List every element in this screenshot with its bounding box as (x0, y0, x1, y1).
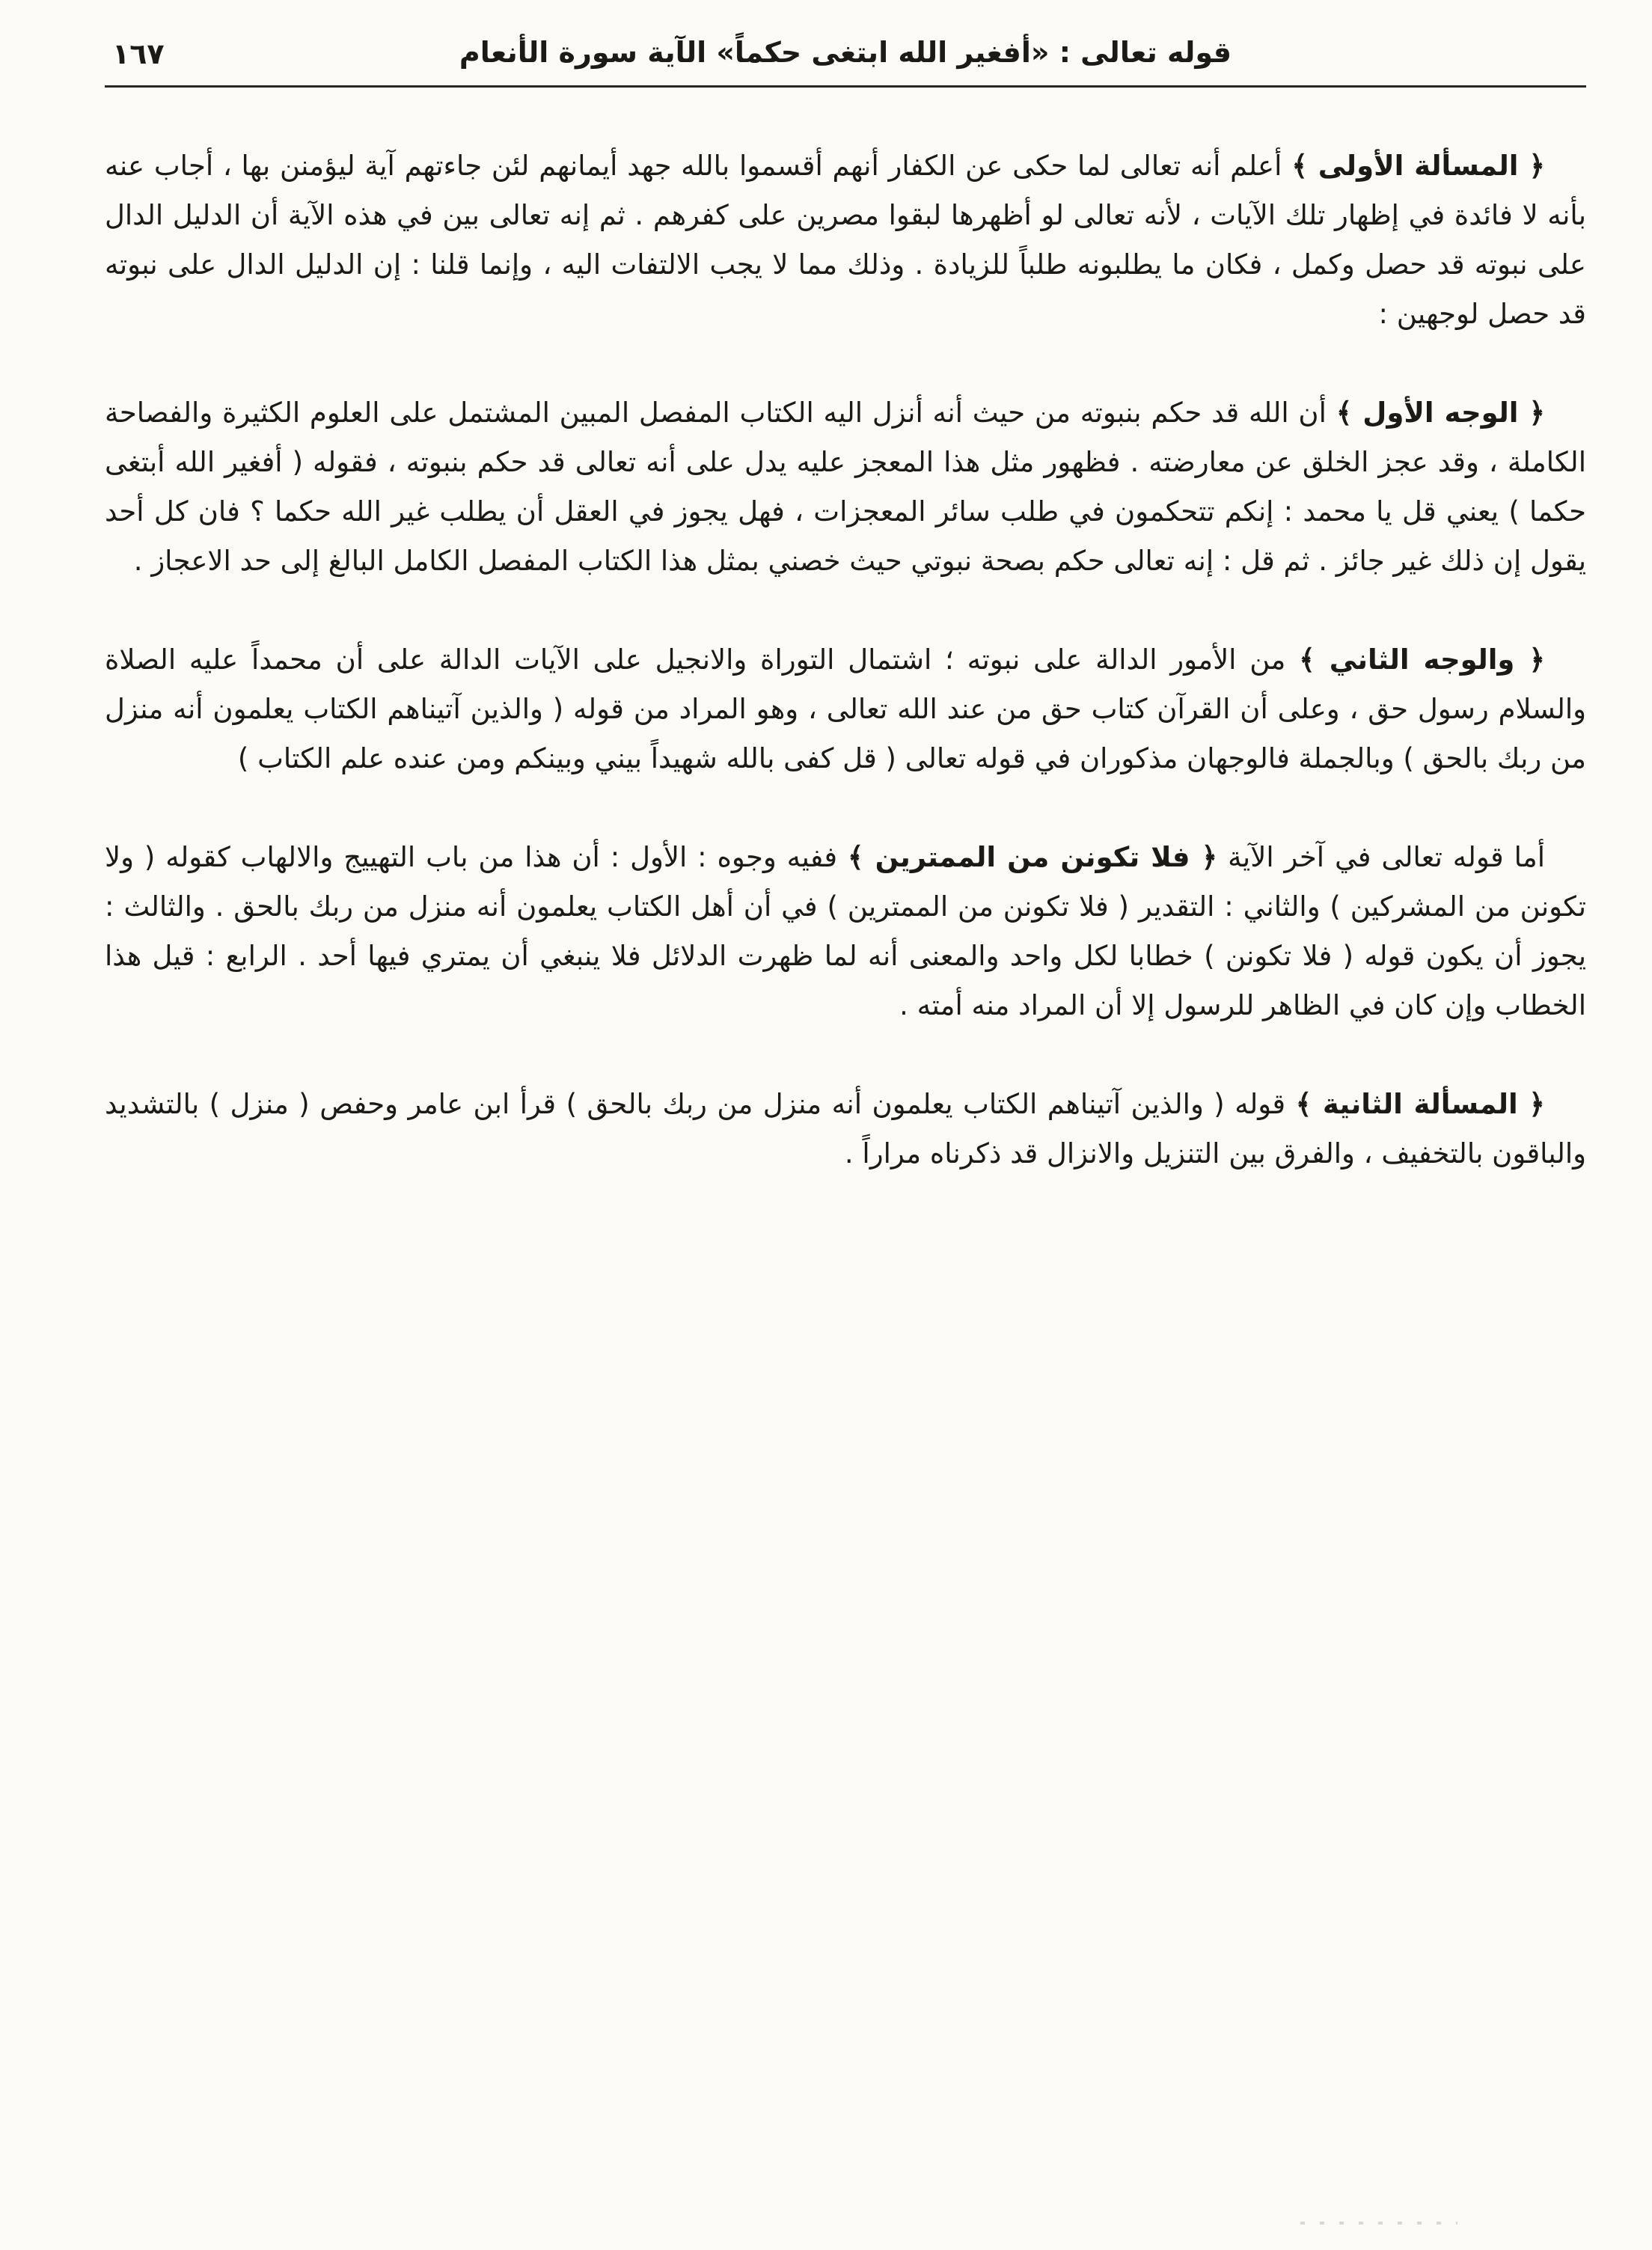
page-body (105, 141, 1586, 1179)
paragraph-text: أعلم أنه تعالى لما حكى عن الكفار أنهم أقسموا بالله جهد أيمانهم لئن جاءتهم آية ليؤمنن بها ، أجاب عنه بأنه لا فائدة في إظهار تلك الآيات ، لأنه تعالى لو أظهرها لبقوا مصرين على كفرهم . ثم إنه تعالى بين في هذه الآية أن الدليل الدال على نبوته قد حصل وكمل ، فكان ما يطلبونه طلباً للزيادة . وذلك مما لا يجب الالتفات اليه ، وإنما قلنا : إن الدليل الدال على نبوته قد حصل لوجهين : (105, 150, 1586, 330)
paragraph-text: من الأمور الدالة على نبوته ؛ اشتمال التوراة والانجيل على الآيات الدالة على أن محمداً عليه الصلاة والسلام رسول حق ، وعلى أن القرآن كتاب حق من عند الله تعالى ، وهو المراد من قوله ( والذين آتيناهم الكتاب يعلمون أنه منزل من ربك بالحق ) وبالجملة فالوجهان مذكوران في قوله تعالى ( قل كفى بالله شهيداً بيني وبينكم ومن عنده علم الكتاب ) (105, 643, 1586, 774)
scan-artifact (1300, 2222, 1457, 2225)
section-heading: ﴿ المسألة الأولى ﴾ (1291, 150, 1545, 182)
section-heading: ﴿ المسألة الثانية ﴾ (1295, 1088, 1545, 1120)
inline-quote-heading: ﴿ فلا تكونن من الممترين ﴾ (847, 841, 1218, 873)
paragraph-wajh-1 (105, 388, 1586, 586)
running-head-title: قوله تعالى : «أفغير الله ابتغى حكماً» الآية سورة الأنعام (459, 36, 1232, 69)
page-number: ١٦٧ (112, 37, 165, 70)
section-heading: ﴿ والوجه الثاني ﴾ (1299, 643, 1546, 676)
paragraph-ayah-ending (105, 833, 1586, 1030)
section-heading: ﴿ الوجه الأول ﴾ (1336, 397, 1546, 429)
paragraph-wajh-2 (105, 635, 1586, 783)
paragraph-masala-1 (105, 141, 1586, 339)
paragraph-text: أن الله قد حكم بنبوته من حيث أنه أنزل اليه الكتاب المفصل المبين المشتمل على العلوم الكثيرة والفصاحة الكاملة ، وقد عجز الخلق عن معارضته . فظهور مثل هذا المعجز عليه يدل على أنه تعالى قد حكم بنبوته ، فقوله ( أفغير الله أبتغى حكما ) يعني قل يا محمد : إنكم تتحكمون في طلب سائر المعجزات ، فهل يجوز في العقل أن يطلب غير الله حكما ؟ فان كل أحد يقول إن ذلك غير جائز . ثم قل : إنه تعالى حكم بصحة نبوتي حيث خصني بمثل هذا الكتاب المفصل الكامل البالغ إلى حد الاعجاز . (105, 397, 1586, 577)
paragraph-text: قوله ( والذين آتيناهم الكتاب يعلمون أنه منزل من ربك بالحق ) قرأ ابن عامر وحفص ( منزل ) بالتشديد والباقون بالتخفيف ، والفرق بين التنزيل والانزال قد ذكرناه مراراً . (105, 1088, 1586, 1170)
page-header (105, 36, 1586, 88)
paragraph-lead-text: أما قوله تعالى في آخر الآية (1217, 841, 1545, 873)
paragraph-text: ففيه وجوه : الأول : أن هذا من باب التهييج والالهاب كقوله ( ولا تكونن من المشركين ) والثاني : التقدير ( فلا تكونن من الممترين ) في أن أهل الكتاب يعلمون أنه منزل من ربك بالحق . والثالث : يجوز أن يكون قوله ( فلا تكونن ) خطابا لكل واحد والمعنى أنه لما ظهرت الدلائل فلا ينبغي أن يمتري فيها أحد . الرابع : قيل هذا الخطاب وإن كان في الظاهر للرسول إلا أن المراد منه أمته . (105, 841, 1586, 1021)
paragraph-masala-2 (105, 1080, 1586, 1179)
